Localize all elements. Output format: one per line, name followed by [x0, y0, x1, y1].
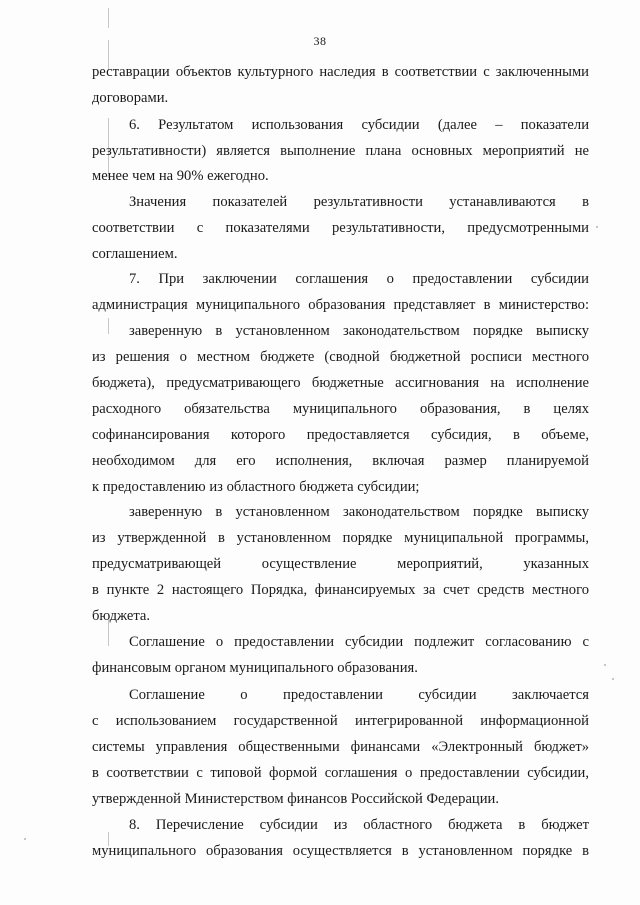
scan-speck — [24, 838, 26, 840]
text-line: в соответствии с типовой формой соглашения о предоставлении субсидии, — [92, 765, 589, 781]
text-line: из решения о местном бюджете (сводной бюджетной росписи местного — [92, 349, 589, 365]
text-line: софинансирования которого предоставляется субсидия, в объеме, — [92, 427, 589, 443]
text-line: расходного обязательства муниципального образования, в целях — [92, 401, 589, 417]
text-line: бюджета), предусматривающего бюджетные ассигнования на исполнение — [92, 375, 589, 391]
text-line: реставрации объектов культурного наследия в соответствии с заключенными — [92, 64, 589, 80]
text-line: результативности) является выполнение плана основных мероприятий не — [92, 143, 589, 159]
text-line: бюджета. — [92, 608, 151, 624]
scan-speck — [604, 664, 606, 666]
text-line: 7. При заключении соглашения о предоставлении субсидии — [129, 271, 589, 287]
text-line: утвержденной Министерством финансов Российской Федерации. — [92, 791, 500, 807]
page-number: 38 — [313, 34, 327, 48]
text-line: необходимом для его исполнения, включая размер планируемой — [92, 453, 589, 469]
text-line: с использованием государственной интегрированной информационной — [92, 713, 589, 729]
text-line: Соглашение о предоставлении субсидии заключается — [129, 687, 589, 703]
text-line: соглашением. — [92, 246, 178, 262]
text-line: 6. Результатом использования субсидии (далее – показатели — [129, 117, 589, 133]
text-line: муниципального образования осуществляется в установленном порядке в — [92, 843, 589, 859]
text-line: финансовым органом муниципального образования. — [92, 660, 418, 676]
text-line: из утвержденной в установленном порядке муниципальной программы, — [92, 530, 589, 546]
text-line: предусматривающей осуществление мероприятий, указанных — [92, 556, 589, 572]
scan-speck — [596, 226, 598, 228]
text-line: Соглашение о предоставлении субсидии подлежит согласованию с — [129, 634, 589, 650]
scan-speck — [612, 678, 614, 680]
text-line: системы управления общественными финансами «Электронный бюджет» — [92, 739, 589, 755]
scan-artifact-line — [108, 318, 109, 334]
text-line: соответствии с показателями результативности, предусмотренными — [92, 220, 589, 236]
text-line: 8. Перечисление субсидии из областного бюджета в бюджет — [129, 817, 589, 833]
text-line: в пункте 2 настоящего Порядка, финансируемых за счет средств местного — [92, 582, 589, 598]
text-line: к предоставлению из областного бюджета субсидии; — [92, 479, 420, 495]
text-line: договорами. — [92, 90, 169, 106]
text-line: менее чем на 90% ежегодно. — [92, 168, 269, 184]
text-line: администрация муниципального образования представляет в министерство: — [92, 297, 589, 313]
text-line: заверенную в установленном законодательством порядке выписку — [129, 504, 589, 520]
text-line: заверенную в установленном законодательством порядке выписку — [129, 323, 589, 339]
text-line: Значения показателей результативности устанавливаются в — [129, 194, 589, 210]
scan-artifact-line — [108, 8, 109, 28]
